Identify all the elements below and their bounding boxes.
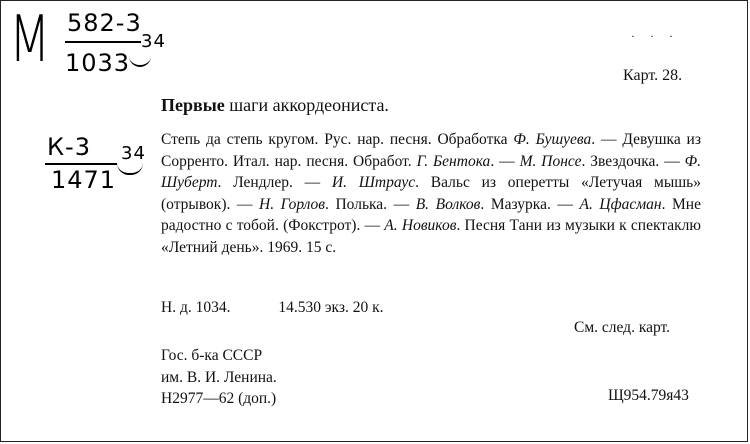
handwritten-underline (65, 41, 141, 43)
library-line-1: Гос. б-ка СССР (161, 347, 263, 364)
library-block (161, 345, 277, 410)
contents-segment: . Мазурка. — (480, 195, 580, 213)
book-title-rest: шаги аккордеониста. (224, 95, 389, 115)
card-number: Карт. 28. (623, 67, 683, 84)
contents-segment: . Песня Тани из музыки к спектаклю «Летний день». 1969. 15 с. (161, 217, 701, 256)
handwritten-shelf-top: 582-3 (67, 9, 142, 37)
handwritten-underline (45, 163, 117, 165)
handwritten-k-bottom: 1471 (51, 166, 117, 194)
handwritten-shelf-bottom: 1033 (65, 49, 131, 77)
book-title (161, 95, 389, 116)
edition-number: Н. д. 1034. (161, 299, 231, 316)
composer-name: В. Волков (415, 195, 481, 213)
contents-segment: . Вальс из оперетты «Летучая мышь» (отрывок). — (161, 174, 701, 213)
contents-segment: Степь да степь кругом. Рус. нар. песня. Обработка (161, 131, 514, 148)
stray-marks: · · · (631, 29, 679, 43)
composer-name: Ф. Шуберт (161, 152, 701, 191)
contents-segment: . Лендлер. — (217, 174, 332, 191)
handwritten-shelf-sup: 34 (141, 31, 166, 52)
composer-name: Н. Горлов (259, 195, 326, 213)
contents-segment: . — (490, 152, 520, 170)
composer-name: М. Понсе (519, 152, 582, 170)
imprint-line (161, 299, 383, 317)
composer-name: А. Цфасман (579, 195, 662, 213)
handwritten-hook (129, 53, 151, 67)
contents-segment: . Звездочка. — (581, 152, 685, 170)
contents-segment: . — Девушка из Сорренто. Итал. нар. песня. Обработ. (161, 131, 701, 170)
composer-name: И. Штраус (331, 174, 416, 191)
library-line-2: им. В. И. Ленина. (161, 368, 277, 386)
composer-name: Г. Бентока (416, 152, 491, 170)
handwritten-letter: М (9, 3, 52, 77)
copies-price: 14.530 экз. 20 к. (278, 299, 384, 316)
handwritten-hook (117, 161, 143, 175)
composer-name: Ф. Бушуева (513, 131, 592, 148)
handwritten-k-top: К-3 (47, 133, 91, 161)
book-title-bold: Первые (161, 95, 225, 115)
library-line-3: Н2977—62 (доп.) (161, 390, 277, 407)
composer-name: А. Новиков (384, 217, 457, 234)
see-next-card: См. след. карт. (574, 319, 671, 336)
contents-segment: . Полька. — (325, 195, 416, 213)
classification-code: Щ954.79я43 (608, 387, 689, 404)
contents-segment: . Мне радостно с тобой. (Фокстрот). — (161, 195, 701, 234)
contents-text (161, 129, 701, 258)
handwritten-k-sup: 34 (121, 143, 146, 164)
